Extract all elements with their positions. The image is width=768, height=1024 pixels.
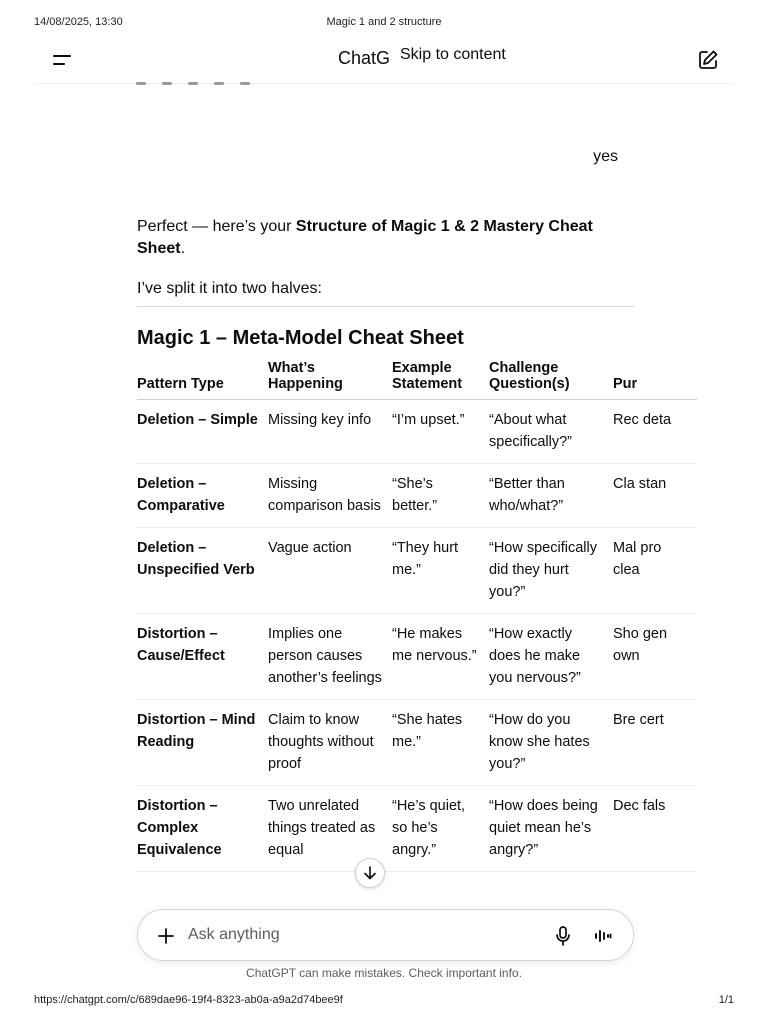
print-page-number: 1/1 [718, 994, 734, 1006]
cell-happening: Vague action [268, 528, 392, 614]
menu-icon[interactable] [50, 48, 74, 72]
cell-pattern: Distortion – Cause/Effect [137, 614, 268, 700]
cell-purpose: Mal pro clea [613, 528, 697, 614]
cell-challenge: “About what specifically?” [489, 400, 613, 464]
print-title: Magic 1 and 2 structure [326, 16, 442, 28]
compose-icon[interactable] [696, 48, 720, 72]
header-pattern-type: Pattern Type [137, 360, 268, 400]
table-row [137, 700, 697, 786]
plus-icon[interactable] [154, 924, 178, 948]
cell-challenge: “Better than who/what?” [489, 464, 613, 528]
cell-purpose: Rec deta [613, 400, 697, 464]
composer [137, 909, 634, 961]
cell-example: “She’s better.” [392, 464, 489, 528]
table-row [137, 400, 697, 464]
cell-challenge: “How do you know she hates you?” [489, 700, 613, 786]
cheat-sheet-table-scroller[interactable] [137, 360, 672, 920]
cell-purpose: Cla stan [613, 464, 697, 528]
skip-to-content-link[interactable]: Skip to content [396, 46, 510, 64]
scroll-to-bottom-button[interactable] [355, 858, 385, 888]
section-divider [137, 306, 634, 307]
print-url: https://chatgpt.com/c/689dae96-19f4-8323-ab0a-a9a2d74bee9f [34, 994, 343, 1006]
prompt-input[interactable] [188, 922, 538, 948]
clipped-previous-text [136, 72, 296, 84]
cell-pattern: Deletion – Unspecified Verb [137, 528, 268, 614]
table-header-row [137, 360, 697, 400]
header-whats-happening: What’s Happening [268, 360, 392, 400]
intro-prefix: Perfect — here’s your [137, 218, 296, 235]
cell-example: “He makes me nervous.” [392, 614, 489, 700]
cell-challenge: “How does being quiet mean he’s angry?” [489, 786, 613, 872]
cell-pattern: Distortion – Mind Reading [137, 700, 268, 786]
cell-purpose: Bre cert [613, 700, 697, 786]
cell-pattern: Deletion – Simple [137, 400, 268, 464]
print-datetime: 14/08/2025, 13:30 [34, 16, 123, 28]
cell-happening: Two unrelated things treated as equal [268, 786, 392, 872]
cell-pattern: Deletion – Comparative [137, 464, 268, 528]
cell-example: “He’s quiet, so he’s angry.” [392, 786, 489, 872]
section-title: Magic 1 – Meta-Model Cheat Sheet [137, 327, 464, 349]
table-row [137, 528, 697, 614]
cell-happening: Claim to know thoughts without proof [268, 700, 392, 786]
table-row [137, 786, 697, 872]
arrow-down-icon [362, 865, 378, 881]
intro-bold: Structure of Magic 1 & 2 Mastery Cheat Sheet [137, 218, 593, 257]
header-purpose: Pur [613, 360, 697, 400]
print-header [34, 16, 734, 30]
cell-happening: Missing key info [268, 400, 392, 464]
table-row [137, 464, 697, 528]
cell-example: “They hurt me.” [392, 528, 489, 614]
cell-challenge: “How exactly does he make you nervous?” [489, 614, 613, 700]
header-challenge-questions: Challenge Question(s) [489, 360, 613, 400]
split-paragraph: I’ve split it into two halves: [137, 280, 322, 297]
microphone-icon[interactable] [551, 924, 575, 948]
voice-mode-icon[interactable] [591, 924, 615, 948]
cell-purpose: Sho gen own [613, 614, 697, 700]
cell-pattern: Distortion – Complex Equivalence [137, 786, 268, 872]
cell-happening: Implies one person causes another’s feelings [268, 614, 392, 700]
cell-challenge: “How specifically did they hurt you?” [489, 528, 613, 614]
cell-purpose: Dec fals [613, 786, 697, 872]
cell-example: “I’m upset.” [392, 400, 489, 464]
cell-example: “She hates me.” [392, 700, 489, 786]
disclaimer: ChatGPT can make mistakes. Check important info. [246, 966, 522, 980]
cell-happening: Missing comparison basis [268, 464, 392, 528]
cheat-sheet-table [137, 360, 697, 872]
assistant-message [137, 216, 634, 318]
intro-paragraph [137, 216, 634, 260]
user-message: yes [593, 148, 618, 165]
app-brand: ChatG [338, 48, 391, 68]
intro-suffix: . [180, 240, 186, 257]
header-example-statement: Example Statement [392, 360, 489, 400]
table-row [137, 614, 697, 700]
